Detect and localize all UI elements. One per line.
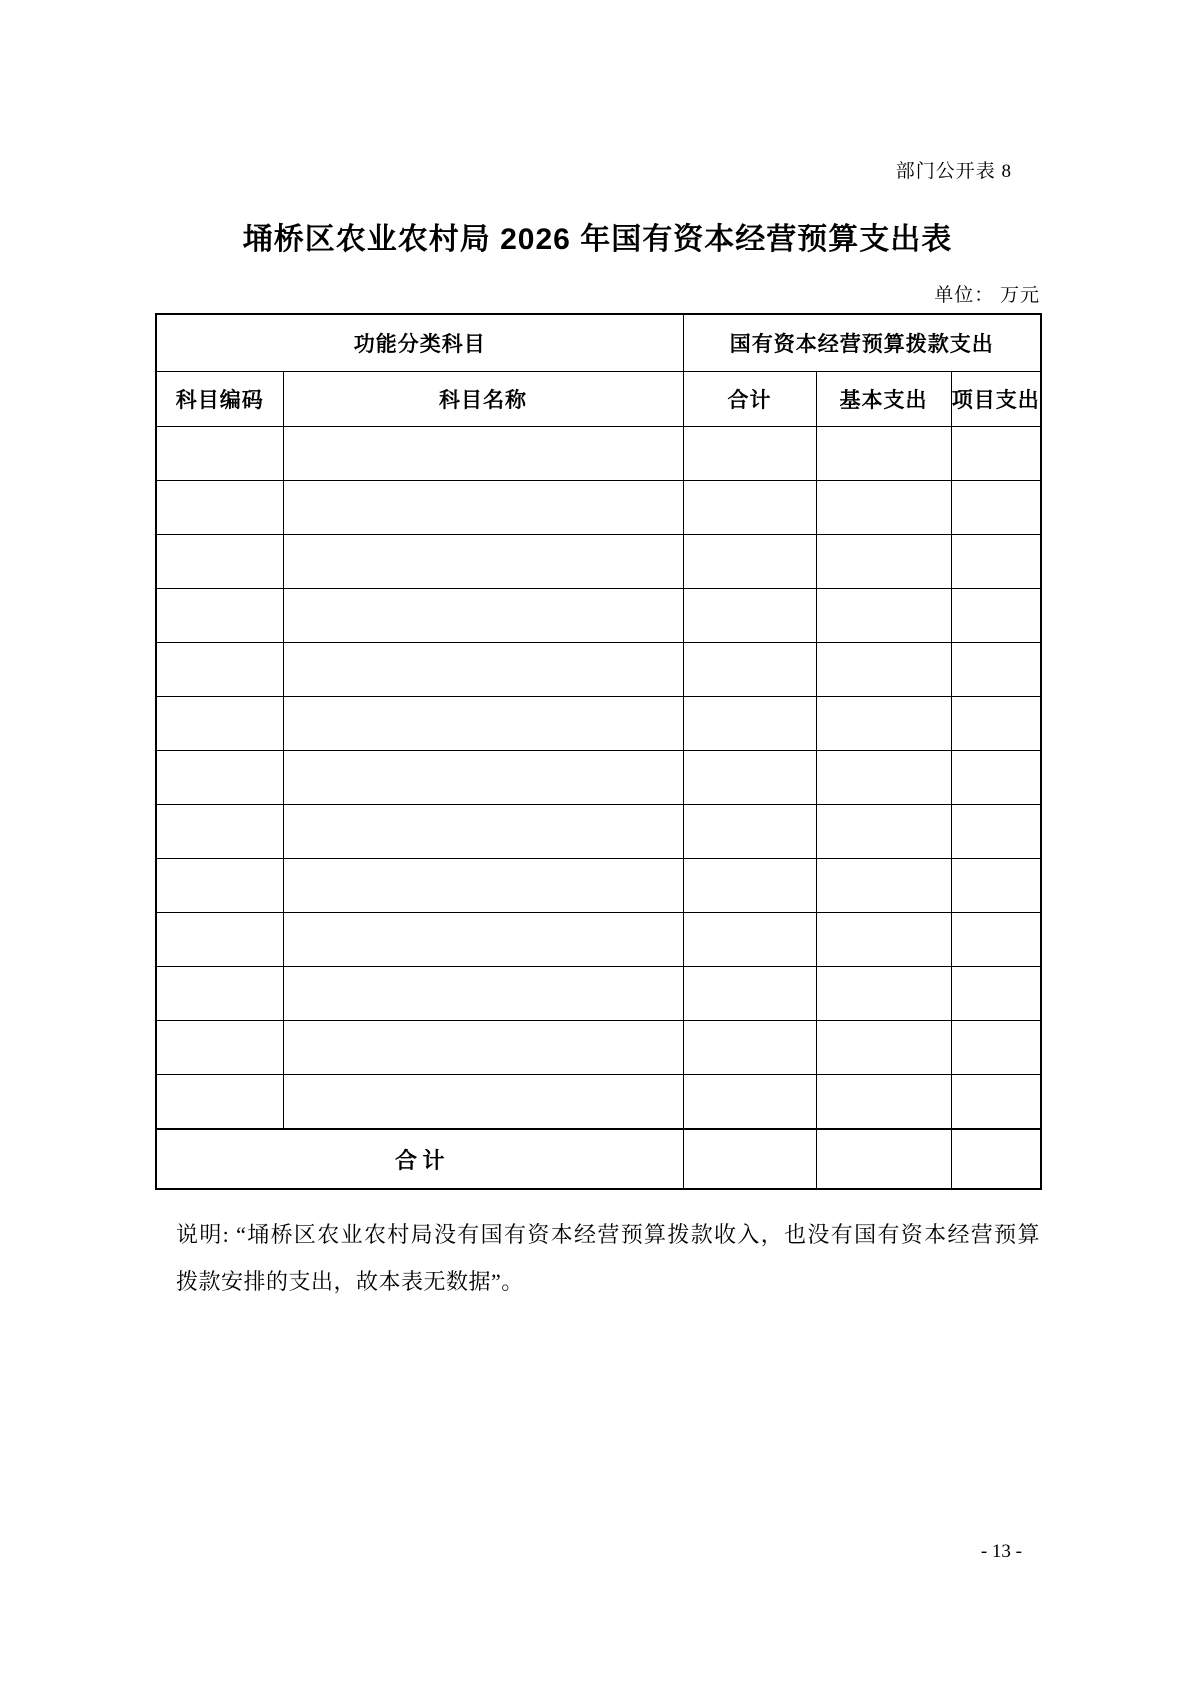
empty-cell — [283, 967, 683, 1021]
table-row — [156, 967, 1041, 1021]
empty-cell — [283, 643, 683, 697]
empty-cell — [951, 1075, 1041, 1130]
page-number: - 13 - — [980, 1541, 1022, 1562]
empty-cell — [951, 751, 1041, 805]
empty-cell — [283, 913, 683, 967]
empty-cell — [816, 1075, 951, 1130]
budget-table — [155, 313, 1042, 1190]
empty-cell — [156, 697, 283, 751]
header-function-classification: 功能分类科目 — [156, 314, 683, 372]
empty-cell — [683, 805, 816, 859]
empty-cell — [816, 967, 951, 1021]
header-group-row — [156, 314, 1041, 372]
empty-cell — [951, 643, 1041, 697]
column-header-subject-code: 科目编码 — [156, 372, 283, 427]
total-value-basic — [816, 1129, 951, 1189]
empty-cell — [951, 535, 1041, 589]
column-header-total: 合计 — [683, 372, 816, 427]
empty-cell — [683, 967, 816, 1021]
empty-cell — [283, 697, 683, 751]
empty-cell — [683, 427, 816, 481]
empty-cell — [283, 1021, 683, 1075]
empty-cell — [156, 535, 283, 589]
empty-cell — [683, 697, 816, 751]
empty-cell — [683, 643, 816, 697]
table-row — [156, 1021, 1041, 1075]
table-row — [156, 913, 1041, 967]
empty-cell — [156, 751, 283, 805]
empty-cell — [816, 1021, 951, 1075]
empty-cell — [816, 913, 951, 967]
empty-cell — [283, 535, 683, 589]
empty-cell — [156, 967, 283, 1021]
empty-cell — [951, 589, 1041, 643]
empty-cell — [283, 589, 683, 643]
empty-cell — [156, 1021, 283, 1075]
empty-cell — [951, 805, 1041, 859]
empty-cell — [283, 751, 683, 805]
empty-cell — [951, 1021, 1041, 1075]
empty-cell — [156, 481, 283, 535]
empty-cell — [283, 481, 683, 535]
empty-cell — [683, 1075, 816, 1130]
table-row — [156, 1075, 1041, 1130]
empty-cell — [816, 643, 951, 697]
unit-label: 单位： 万元 — [934, 285, 1040, 306]
empty-cell — [951, 913, 1041, 967]
empty-cell — [156, 589, 283, 643]
empty-cell — [283, 427, 683, 481]
empty-cell — [816, 427, 951, 481]
column-header-project-expenditure: 项目支出 — [951, 372, 1041, 427]
empty-cell — [951, 697, 1041, 751]
empty-cell — [283, 805, 683, 859]
total-row-label: 合 计 — [156, 1129, 683, 1189]
note-line-2: 拨款安排的支出，故本表无数据”。 — [176, 1269, 524, 1294]
total-value-total — [683, 1129, 816, 1189]
empty-cell — [683, 859, 816, 913]
empty-cell — [951, 859, 1041, 913]
table-row — [156, 481, 1041, 535]
header-state-capital-expenditure: 国有资本经营预算拨款支出 — [683, 314, 1041, 372]
table-row — [156, 805, 1041, 859]
total-value-project — [951, 1129, 1041, 1189]
empty-cell — [951, 427, 1041, 481]
column-header-row — [156, 372, 1041, 427]
empty-cell — [683, 1021, 816, 1075]
table-row — [156, 643, 1041, 697]
table-row — [156, 427, 1041, 481]
empty-cell — [816, 481, 951, 535]
page-title: 埇桥区农业农村局 2026 年国有资本经营预算支出表 — [242, 223, 953, 256]
table-row — [156, 751, 1041, 805]
empty-cell — [683, 481, 816, 535]
empty-cell — [683, 751, 816, 805]
empty-cell — [156, 859, 283, 913]
empty-cell — [156, 913, 283, 967]
empty-cell — [951, 967, 1041, 1021]
empty-cell — [156, 805, 283, 859]
empty-cell — [156, 1075, 283, 1130]
column-header-subject-name: 科目名称 — [283, 372, 683, 427]
empty-cell — [816, 535, 951, 589]
empty-cell — [156, 643, 283, 697]
empty-cell — [816, 589, 951, 643]
table-body — [156, 427, 1041, 1130]
empty-cell — [283, 859, 683, 913]
empty-cell — [683, 589, 816, 643]
empty-cell — [816, 859, 951, 913]
table-row — [156, 535, 1041, 589]
empty-cell — [156, 427, 283, 481]
empty-cell — [683, 535, 816, 589]
table-row — [156, 589, 1041, 643]
empty-cell — [683, 913, 816, 967]
table-row — [156, 697, 1041, 751]
column-header-basic-expenditure: 基本支出 — [816, 372, 951, 427]
empty-cell — [951, 481, 1041, 535]
empty-cell — [816, 805, 951, 859]
empty-cell — [816, 697, 951, 751]
table-row — [156, 859, 1041, 913]
total-row — [156, 1129, 1041, 1189]
corner-label: 部门公开表 8 — [895, 161, 1012, 182]
explanatory-note — [176, 1211, 1040, 1305]
empty-cell — [283, 1075, 683, 1130]
empty-cell — [816, 751, 951, 805]
note-line-1: 说明: “埇桥区农业农村局没有国有资本经营预算拨款收入，也没有国有资本经营预算 — [176, 1222, 1040, 1247]
